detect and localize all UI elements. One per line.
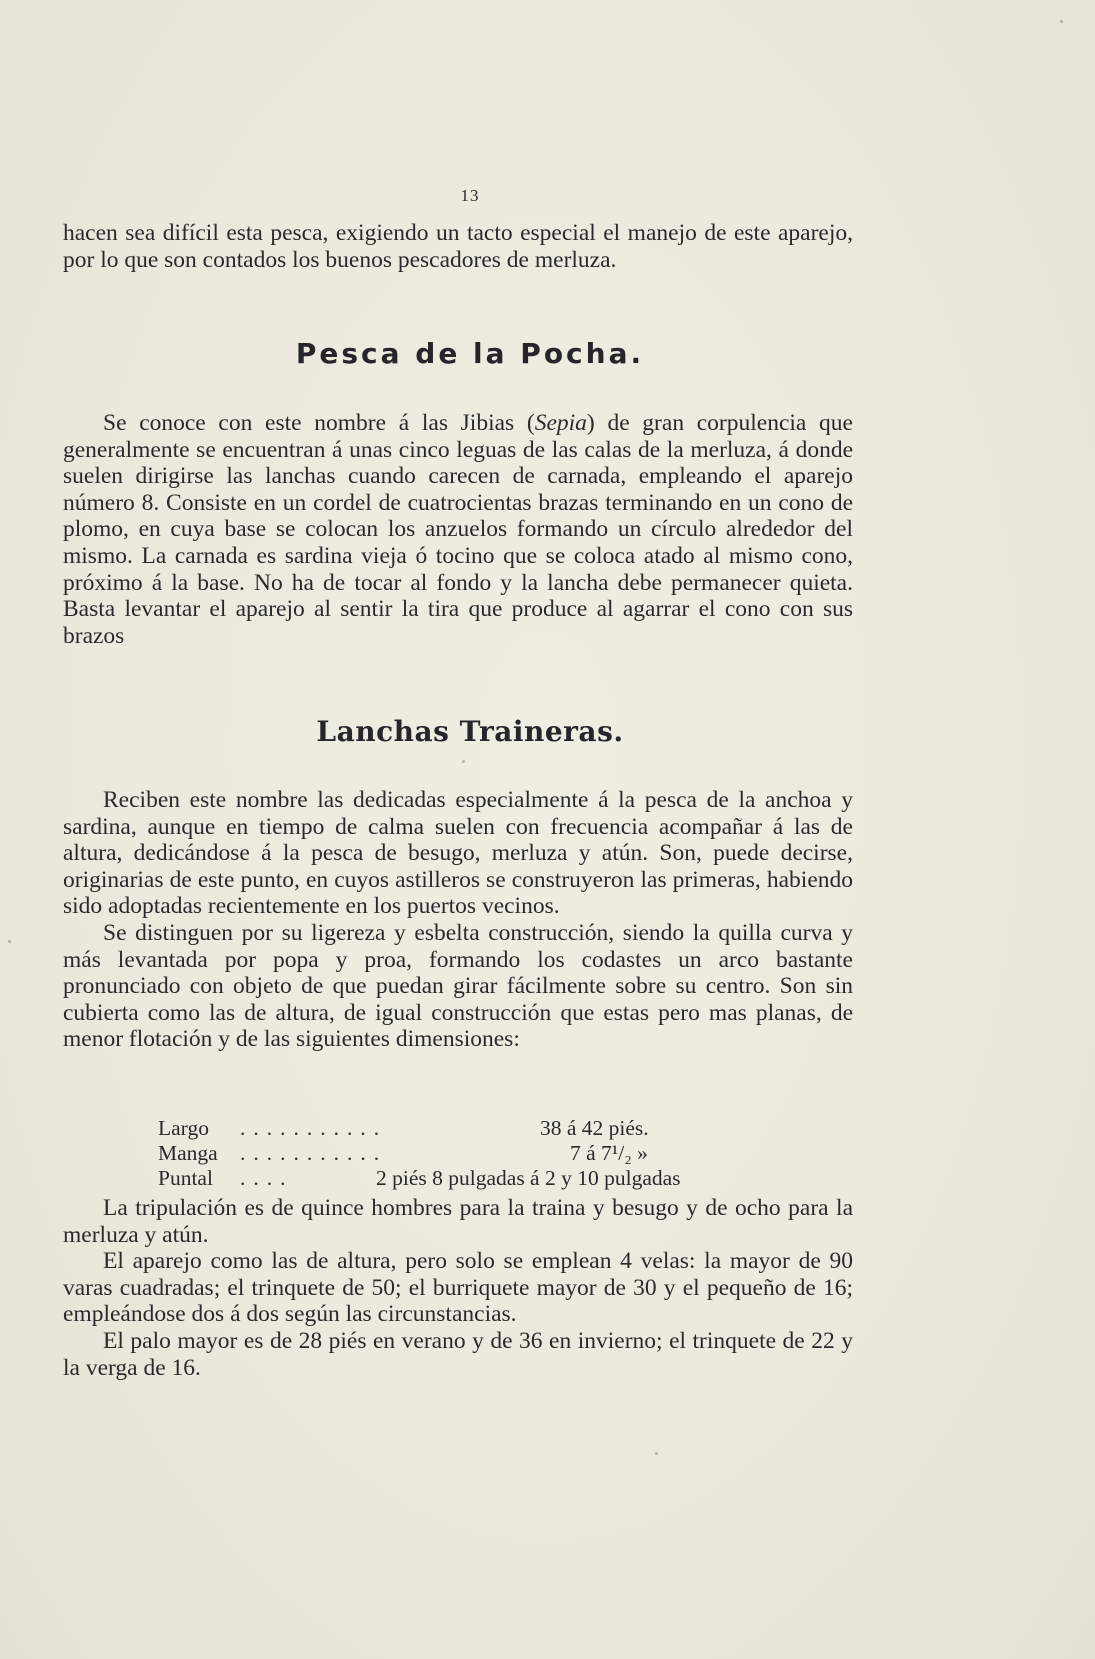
dimension-leader-dots: ........... [240, 1141, 388, 1165]
dimension-value: 7 á 7¹/₂ » [570, 1141, 648, 1165]
page-number: 13 [460, 186, 480, 205]
dimensions-table [158, 1116, 681, 1191]
paragraph: Se distinguen por su ligereza y esbelta construcción, siendo la quilla curva y más levantada por popa y proa, formando los codastes un arco bastante pronunciado con objeto de que puedan girar fácilmente sobre su centro. Son sin cubierta como las de altura, de igual construcción que estas pero mas planas, de menor flotación y de las siguientes dimensiones: [63, 919, 853, 1053]
section-traineras-continued [63, 1195, 853, 1381]
paragraph-text: ) de gran corpulencia que generalmente se encuentran á unas cinco leguas de las calas de la merluza, á donde suelen dirigirse las lanchas cuando carecen de carnada, empleando el aparejo número 8. Consiste en un cordel de cuatrocientas brazas terminando en un cono de plomo, en cuya base se colocan los anzuelos formando un círculo alrededor del mismo. La carnada es sardina vieja ó tocino que se coloca atado al mismo cono, próximo á la base. No ha de tocar al fondo y la lancha debe permanecer quieta. Basta levantar el aparejo al sentir la tira que produce al agarrar el cono con sus brazos [63, 410, 853, 649]
section-traineras-body [63, 787, 853, 1053]
paragraph [63, 410, 853, 649]
paper-speck [655, 1452, 658, 1455]
paragraph-text: Se conoce con este nombre á las Jibias ( [103, 410, 535, 436]
paper-speck [8, 940, 11, 943]
paragraph: El palo mayor es de 28 piés en verano y de 36 en invierno; el trinquete de 22 y la verga de 16. [63, 1327, 853, 1381]
paragraph: Reciben este nombre las dedicadas especialmente á la pesca de la anchoa y sardina, aunque en tiempo de calma suelen con frecuencia acompañar á las de altura, dedicándose á la pesca de besugo, merluza y atún. Son, puede decirse, originarias de este punto, en cuyos astilleros se construyeron las primeras, habiendo sido adoptadas recientemente en los puertos vecinos. [63, 787, 853, 920]
italic-term: Sepia [534, 410, 587, 436]
paper-speck [462, 760, 465, 763]
opening-paragraph [63, 220, 853, 273]
dimension-value: 38 á 42 piés. [540, 1116, 649, 1140]
dimension-label: Puntal [158, 1166, 213, 1190]
dimension-leader-dots: ........... [240, 1116, 388, 1140]
paragraph: El aparejo como las de altura, pero solo se emplean 4 velas: la mayor de 90 varas cuadradas; el trinquete de 50; el burriquete mayor de 30 y el pequeño de 16; empleándose dos á dos según las circunstancias. [63, 1248, 853, 1328]
dimension-label: Manga [158, 1141, 218, 1165]
paragraph: hacen sea difícil esta pesca, exigiendo un tacto especial el manejo de este aparejo, por lo que son contados los buenos pescadores de merluza. [63, 220, 853, 273]
dimension-row [158, 1116, 681, 1141]
paper-speck [1060, 20, 1063, 23]
dimension-leader-dots: .... [240, 1166, 294, 1190]
section-heading-pesca-pocha: Pesca de la Pocha. [295, 337, 645, 370]
section-heading-lanchas-traineras: Lanchas Traineras. [316, 715, 624, 748]
dimension-value: 2 piés 8 pulgadas á 2 y 10 pulgadas [376, 1166, 681, 1190]
paragraph: La tripulación es de quince hombres para la traina y besugo y de ocho para la merluza y atún. [63, 1195, 853, 1248]
dimension-label: Largo [158, 1116, 209, 1140]
dimension-row [158, 1141, 681, 1166]
section-pocha-body [63, 410, 853, 649]
dimension-row [158, 1166, 681, 1191]
